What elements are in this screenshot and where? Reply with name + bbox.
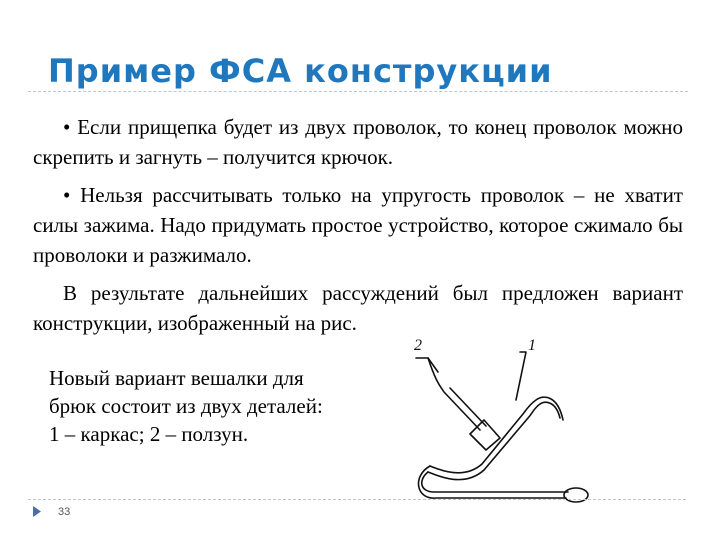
label-2: 2 (414, 337, 422, 354)
hanger-drawing (408, 330, 608, 515)
figure-caption (49, 364, 379, 448)
page-marker-icon (33, 506, 41, 517)
leader-2 (416, 358, 438, 372)
caption-line-1: Новый вариант вешалки для (49, 366, 304, 390)
caption-line-2: брюк состоит из двух деталей: (49, 394, 323, 418)
bottom-bar (422, 472, 568, 492)
slide-title: Пример ФСА конструкции (48, 52, 553, 90)
footer-divider (28, 499, 686, 500)
leader-1 (516, 352, 526, 400)
paragraph-3: В результате дальнейших рассуждений был предложен вариант конструкции, изображенный на рис. (33, 281, 683, 335)
page-number: 33 (58, 506, 71, 518)
label-1: 1 (528, 337, 536, 354)
frame-part (428, 402, 560, 479)
slider-rod-inner (450, 388, 486, 426)
paragraph-1: • Если прищепка будет из двух проволок, то конец проволок можно скрепить и загнуть – получится крючок. (33, 115, 683, 169)
bottom-bar-inner (419, 466, 566, 498)
paragraph-2: • Нельзя рассчитывать только на упругость проволок – не хватит силы зажима. Надо придумать простое устройство, которое сжимало бы проволоки и разжимало. (33, 183, 683, 267)
title-divider (28, 91, 688, 92)
caption-line-3: 1 – каркас; 2 – ползун. (49, 422, 249, 446)
body-text (33, 112, 683, 346)
